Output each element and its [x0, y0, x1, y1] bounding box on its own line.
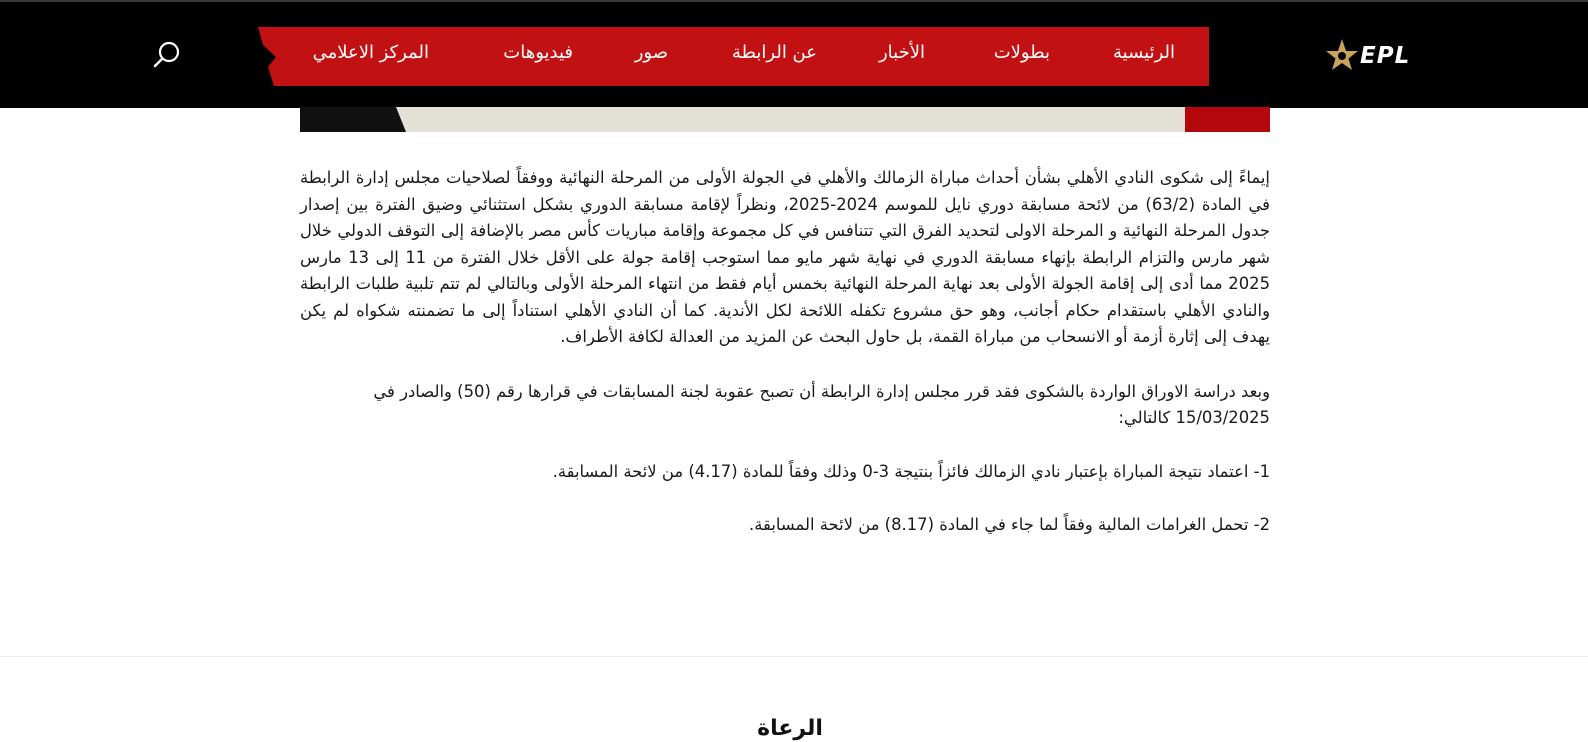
- nav-item-home[interactable]: الرئيسية: [1113, 42, 1175, 63]
- hero-image-bottom: [300, 107, 1270, 132]
- logo-text: EPL: [1360, 43, 1411, 69]
- article-paragraph: 2- تحمل الغرامات المالية وفقاً لما جاء في المادة (8.17) من لائحة المسابقة.: [749, 515, 1270, 534]
- article-paragraph: وبعد دراسة الاوراق الواردة بالشكوى فقد قرر مجلس إدارة الرابطة أن تصبح عقوبة لجنة المسابقات في قرارها رقم (50) والصادر في 15/03/2025 كالتالي:: [373, 381, 1270, 427]
- main-nav: [258, 27, 1209, 86]
- star-icon: [1325, 37, 1359, 75]
- nav-item-about[interactable]: عن الرابطة: [731, 42, 817, 63]
- site-header: [0, 0, 1588, 108]
- article-paragraph: 1- اعتماد نتيجة المباراة بإعتبار نادي الزمالك فائزاً بنتيجة 3-0 وذلك وفقاً للمادة (4.17) من لائحة المسابقة.: [552, 461, 1270, 481]
- nav-item-media-center[interactable]: المركز الاعلامي: [312, 42, 429, 63]
- nav-item-photos[interactable]: صور: [634, 42, 668, 63]
- nav-item-championships[interactable]: بطولات: [993, 42, 1050, 63]
- search-icon: [152, 40, 182, 70]
- epl-logo[interactable]: [1325, 36, 1435, 76]
- nav-item-videos[interactable]: فيديوهات: [503, 42, 573, 63]
- sponsors-heading: الرعاة: [757, 716, 823, 741]
- search-button[interactable]: [152, 40, 182, 70]
- section-divider: [0, 656, 1588, 657]
- article-body: [300, 165, 1270, 539]
- nav-item-news[interactable]: الأخبار: [878, 42, 925, 63]
- article-paragraph: إيماءً إلى شكوى النادي الأهلي بشأن أحداث مباراة الزمالك والأهلي في الجولة الأولى من المرحلة النهائية ووفقاً لصلاحيات مجلس إدارة الرابطة في المادة (63/2) من لائحة مسابقة دوري نايل للموسم 2024-2025، ونظراً لإقامة مسابقة الدوري بشكل استثنائي وضيق الفترة بين إصدار جدول المرحلة النهائية و المرحلة الاولى لتحديد الفرق التي تتنافس في كل مجموعة وإقامة مباريات كأس مصر بالإضافة إلى التوقف الدولي خلال شهر مارس والتزام الرابطة بإنهاء مسابقة الدوري في نهاية شهر مايو مما استوجب إقامة جولة على الأقل خلال الفترة من 11 إلى 13 مارس 2025 مما أدى إلى إقامة الجولة الأولى بعد نهاية المرحلة النهائية بخمس أيام فقط من انتهاء المرحلة الأولى وبالتالي لم تتم تلبية طلبات الرابطة والنادي الأهلي باستقدام حكام أجانب، وهو حق مشروع تكفله اللائحة لكل الأندية. كما أن النادي الأهلي استناداً إلى ما تضمنته شكواه لم يكن يهدف إلى إثارة أزمة أو الانسحاب من مباراة القمة، بل حاول البحث عن المزيد من العدالة لكافة الأطراف.: [300, 168, 1270, 346]
